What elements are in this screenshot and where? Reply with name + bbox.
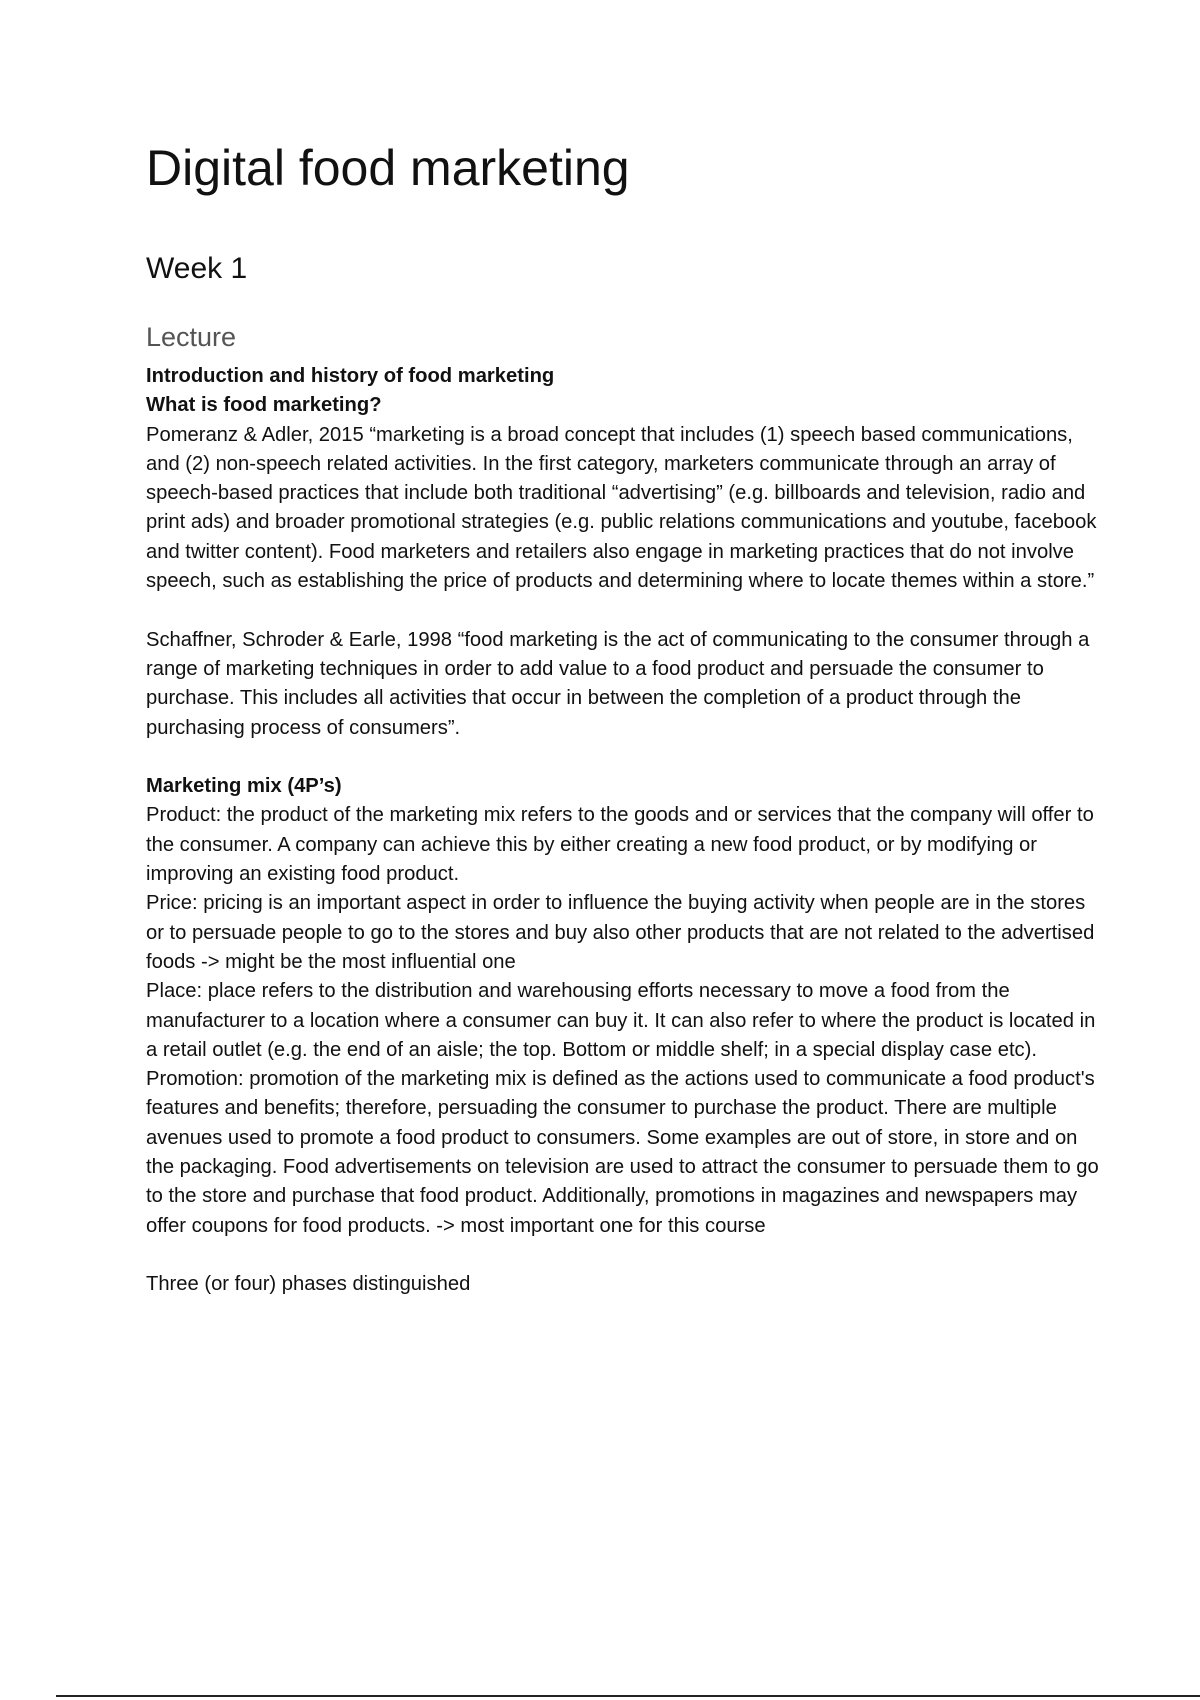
mix-product: Product: the product of the marketing mix refers to the goods and or services that the company will offer to the consumer. A company can achieve this by either creating a new food product, or by modifying or improving an existing food product.: [146, 804, 1094, 886]
week-heading: Week 1: [146, 252, 248, 285]
quote-schaffner: Schaffner, Schroder & Earle, 1998 “food marketing is the act of communicating to the consumer through a range of marketing techniques in order to add value to a food product and persuade the consumer to purchase. This includes all activities that occur in between the completion of a product through the purchasing process of consumers”.: [146, 628, 1090, 739]
mix-price: Price: pricing is an important aspect in order to influence the buying activity when people are in the stores or to persuade people to go to the stores and buy also other products that are not related to the advertised foods -> might be the most influential one: [146, 892, 1095, 973]
paragraph-spacer: [146, 1241, 1106, 1270]
document-title: Digital food marketing: [146, 140, 630, 196]
mix-promotion: Promotion: promotion of the marketing mix is defined as the actions used to communicate a food product's features and benefits; therefore, persuading the consumer to purchase the product. There are multiple avenues used to promote a food product to consumers. Some examples are out of store, in store and on the packaging. Food advertisements on television are used to attract the consumer to persuade them to go to the store and purchase that food product. Additionally, promotions in magazines and newspapers may offer coupons for food products. -> most important one for this course: [146, 1068, 1099, 1237]
phases-text: Three (or four) phases distinguished: [146, 1273, 471, 1296]
quote-pomeranz: Pomeranz & Adler, 2015 “marketing is a broad concept that includes (1) speech based communications, and (2) non-speech related activities. In the first category, marketers communicate through an array of speech-based practices that include both traditional “advertising” (e.g. billboards and television, radio and print ads) and broader promotional strategies (e.g. public relations communications and youtube, facebook and twitter content). Food marketers and retailers also engage in marketing practices that do not involve speech, such as establishing the price of products and determining where to locate themes within a store.”: [146, 423, 1097, 593]
document-page: [146, 138, 1106, 1300]
mix-place: Place: place refers to the distribution and warehousing efforts necessary to move a food from the manufacturer to a location where a consumer can buy it. It can also refer to where the product is located in a retail outlet (e.g. the end of an aisle; the top. Bottom or middle shelf; in a special display case etc).: [146, 980, 1096, 1061]
intro-heading: Introduction and history of food marketing: [146, 365, 555, 387]
marketing-mix-heading: Marketing mix (4P’s): [146, 775, 342, 798]
lecture-heading: Lecture: [146, 322, 237, 352]
lecture-body: [146, 362, 1106, 1300]
paragraph-spacer: [146, 743, 1106, 772]
what-is-heading: What is food marketing?: [146, 394, 382, 417]
paragraph-spacer: [146, 596, 1106, 625]
page-bottom-rule: [56, 1695, 1200, 1697]
